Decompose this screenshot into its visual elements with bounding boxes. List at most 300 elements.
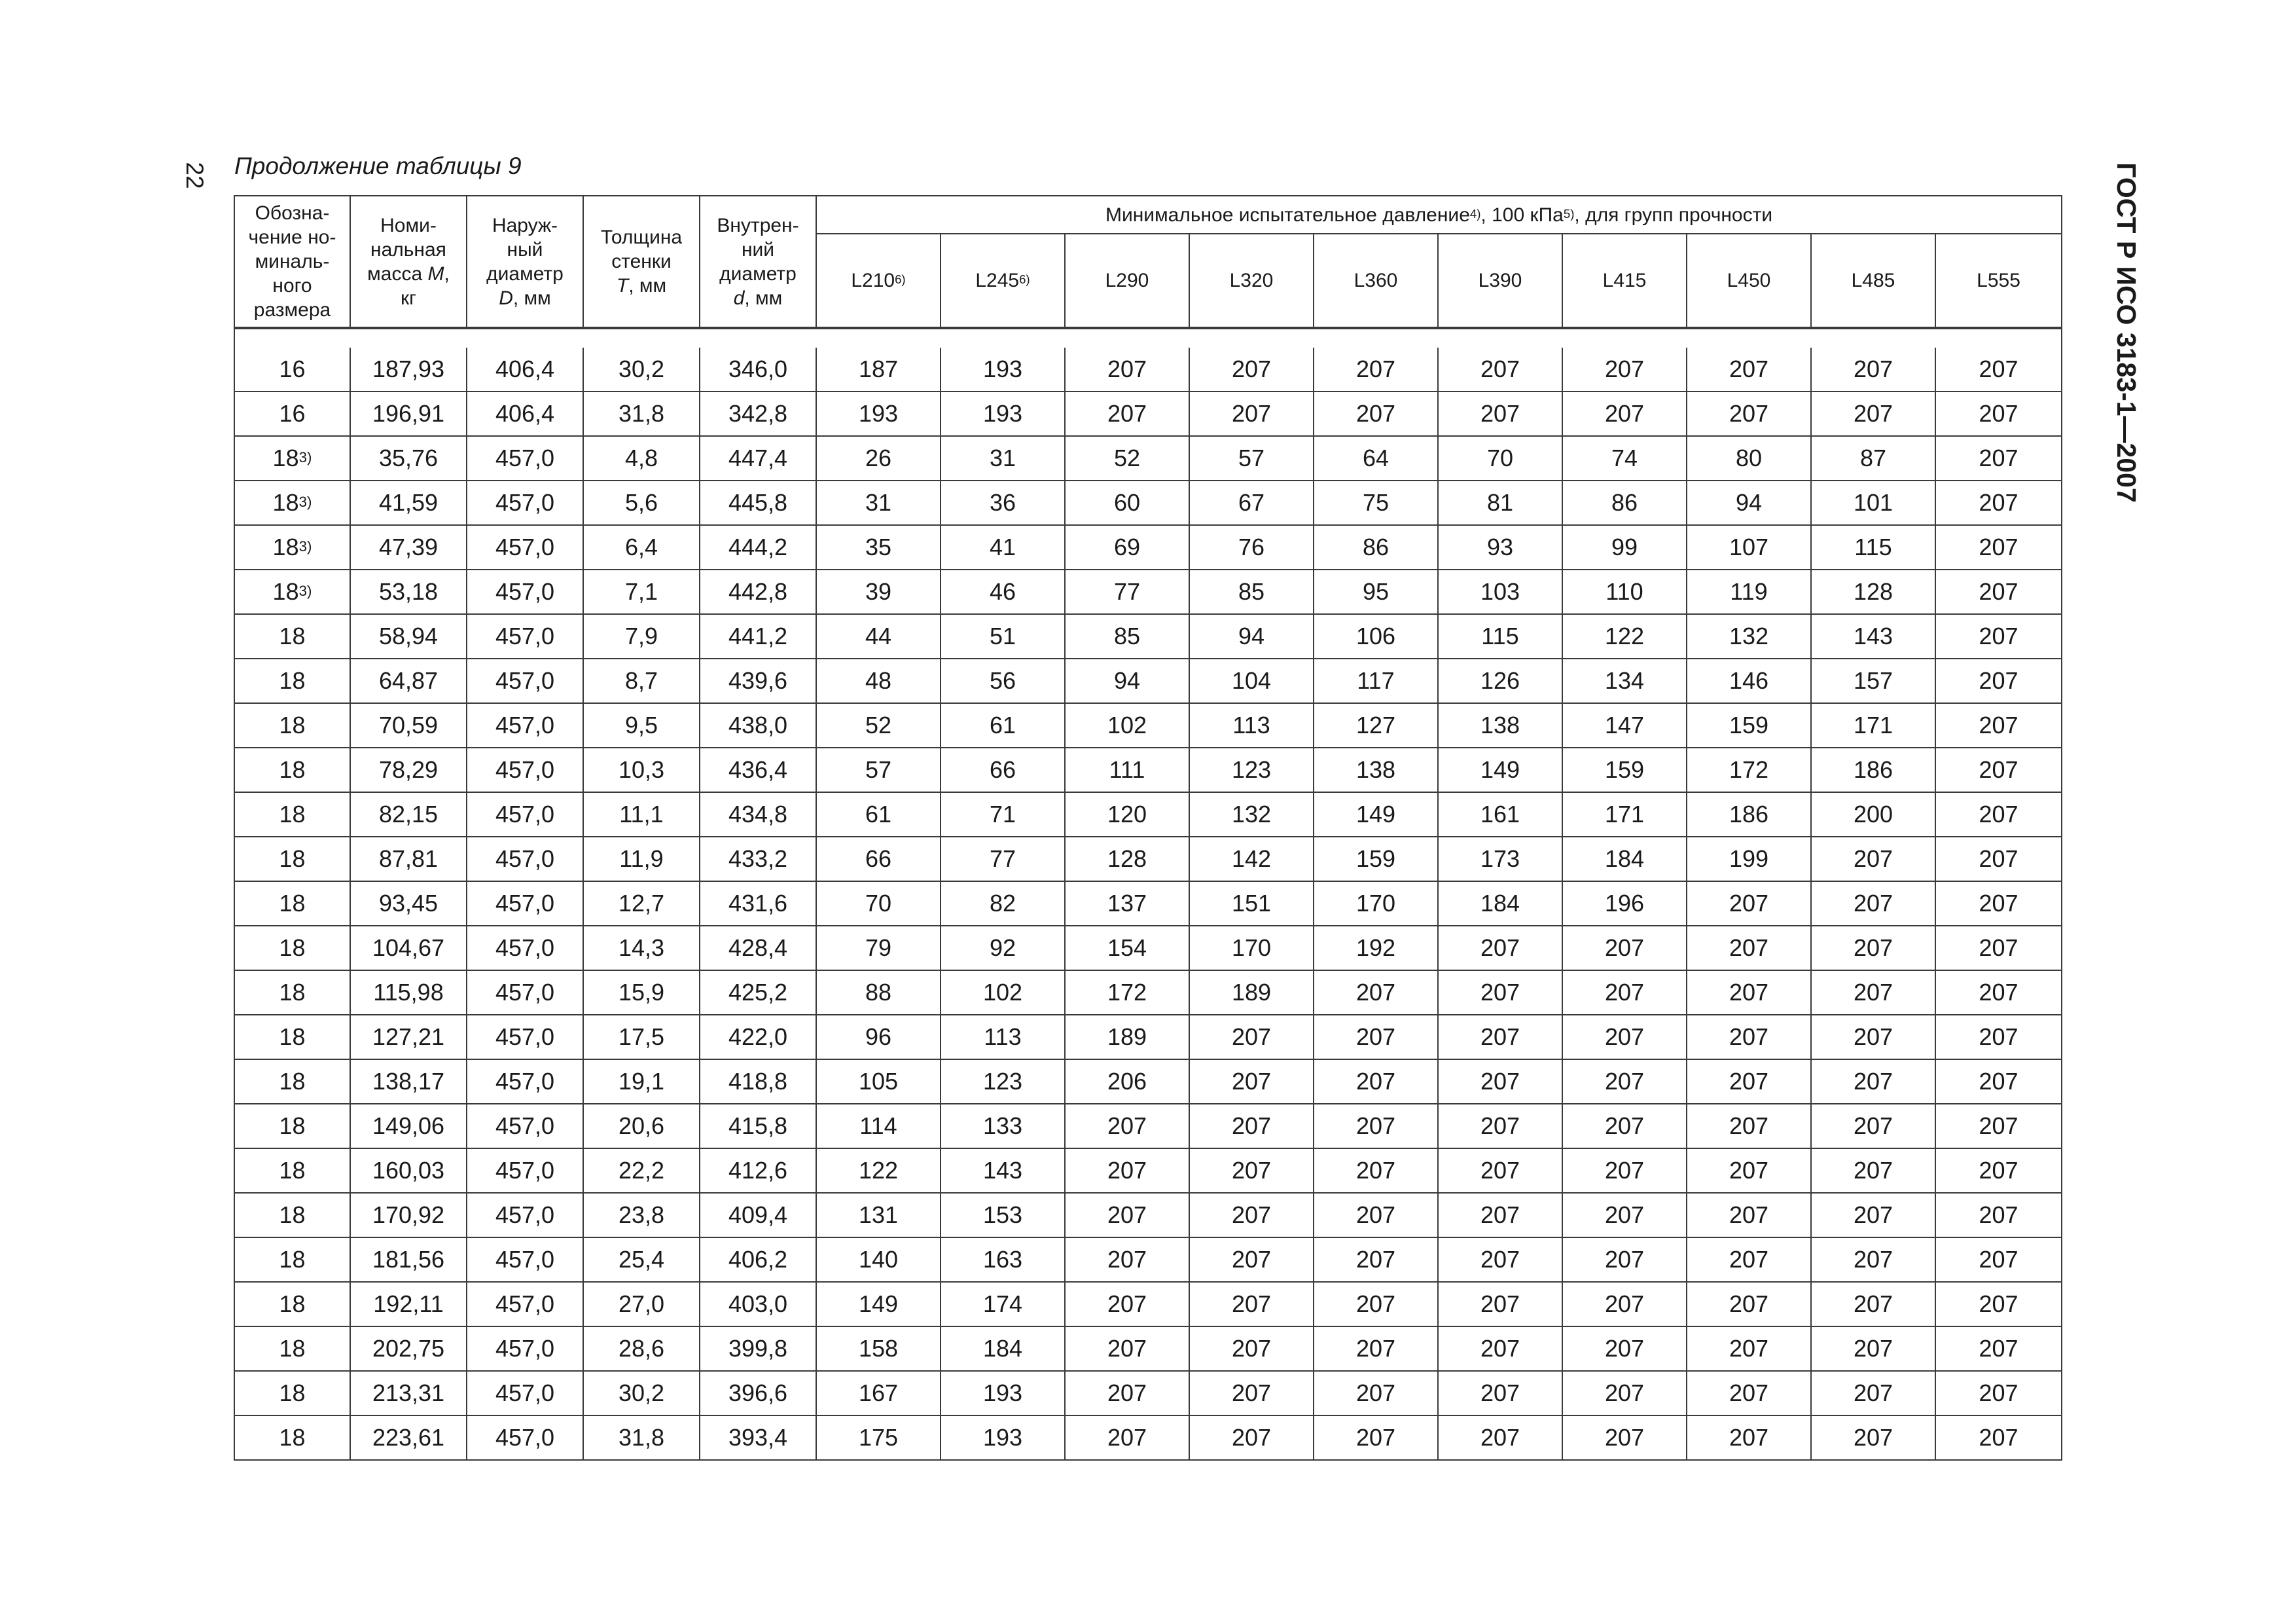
cell-pressure: 193 [941,392,1065,436]
cell-outer-diameter: 457,0 [467,1282,583,1326]
cell-mass: 127,21 [350,1015,467,1059]
cell-pressure: 207 [1935,659,2062,703]
cell-pressure: 207 [1935,837,2062,881]
cell-pressure: 207 [1562,348,1687,392]
cell-pressure: 207 [1314,1104,1438,1148]
cell-pressure: 207 [1811,1371,1935,1415]
cell-outer-diameter: 457,0 [467,748,583,792]
cell-pressure: 207 [1811,881,1935,926]
cell-pressure: 207 [1811,1015,1935,1059]
cell-mass: 35,76 [350,436,467,481]
cell-pressure: 106 [1314,614,1438,659]
cell-inner-diameter: 431,6 [700,881,816,926]
header-grade: L415 [1562,234,1687,328]
cell-wall-thickness: 30,2 [583,348,700,392]
cell-pressure: 207 [1562,1415,1687,1460]
cell-pressure: 207 [1189,1059,1314,1104]
cell-outer-diameter: 457,0 [467,970,583,1015]
cell-pressure: 207 [1065,1282,1189,1326]
cell-size-designation: 18 [234,1326,350,1371]
cell-pressure: 138 [1438,703,1562,748]
cell-pressure: 128 [1811,570,1935,614]
cell-pressure: 207 [1935,970,2062,1015]
cell-mass: 181,56 [350,1237,467,1282]
cell-pressure: 96 [816,1015,941,1059]
cell-inner-diameter: 425,2 [700,970,816,1015]
cell-inner-diameter: 409,4 [700,1193,816,1237]
cell-wall-thickness: 8,7 [583,659,700,703]
cell-pressure: 113 [941,1015,1065,1059]
cell-size-designation: 18 [234,1371,350,1415]
cell-pressure: 207 [1687,970,1811,1015]
table-row [234,1282,2062,1326]
header-grade: L390 [1438,234,1562,328]
cell-pressure: 207 [1562,1193,1687,1237]
cell-pressure: 132 [1189,792,1314,837]
cell-pressure: 207 [1189,1104,1314,1148]
cell-wall-thickness: 9,5 [583,703,700,748]
cell-mass: 192,11 [350,1282,467,1326]
cell-pressure: 207 [1189,1415,1314,1460]
cell-inner-diameter: 442,8 [700,570,816,614]
cell-pressure: 170 [1314,881,1438,926]
cell-pressure: 207 [1189,1193,1314,1237]
cell-pressure: 26 [816,436,941,481]
cell-pressure: 61 [816,792,941,837]
cell-size-designation: 18 [234,1193,350,1237]
cell-pressure: 193 [816,392,941,436]
cell-pressure: 151 [1189,881,1314,926]
table-caption: Продолжение таблицы 9 [234,153,522,179]
table-row [234,837,2062,881]
cell-outer-diameter: 457,0 [467,525,583,570]
cell-wall-thickness: 6,4 [583,525,700,570]
cell-pressure: 57 [816,748,941,792]
cell-inner-diameter: 418,8 [700,1059,816,1104]
cell-pressure: 172 [1687,748,1811,792]
cell-pressure: 52 [816,703,941,748]
cell-wall-thickness: 28,6 [583,1326,700,1371]
cell-pressure: 207 [1562,1148,1687,1193]
cell-outer-diameter: 457,0 [467,881,583,926]
cell-inner-diameter: 433,2 [700,837,816,881]
cell-pressure: 207 [1562,1282,1687,1326]
cell-size-designation: 16 [234,392,350,436]
cell-pressure: 114 [816,1104,941,1148]
page-number: 22 [181,162,208,189]
cell-pressure: 207 [1935,1371,2062,1415]
cell-pressure: 82 [941,881,1065,926]
cell-pressure: 41 [941,525,1065,570]
cell-pressure: 79 [816,926,941,970]
cell-pressure: 199 [1687,837,1811,881]
cell-pressure: 77 [941,837,1065,881]
cell-pressure: 207 [1314,1282,1438,1326]
cell-inner-diameter: 403,0 [700,1282,816,1326]
cell-pressure: 143 [1811,614,1935,659]
cell-pressure: 207 [1935,1193,2062,1237]
cell-pressure: 154 [1065,926,1189,970]
cell-pressure: 207 [1811,837,1935,881]
cell-pressure: 207 [1438,1015,1562,1059]
cell-inner-diameter: 415,8 [700,1104,816,1148]
cell-pressure: 193 [941,348,1065,392]
document-code-text: ГОСТ Р ИСО 3183-1—2007 [2111,162,2142,503]
cell-pressure: 186 [1811,748,1935,792]
cell-pressure: 104 [1189,659,1314,703]
cell-pressure: 207 [1935,1326,2062,1371]
table-row [234,926,2062,970]
cell-pressure: 115 [1438,614,1562,659]
cell-outer-diameter: 457,0 [467,1371,583,1415]
cell-size-designation: 18$^{3)}$ [234,436,350,481]
cell-outer-diameter: 457,0 [467,481,583,525]
cell-pressure: 207 [1687,392,1811,436]
cell-pressure: 66 [941,748,1065,792]
cell-pressure: 207 [1811,970,1935,1015]
cell-size-designation: 18 [234,1015,350,1059]
cell-wall-thickness: 20,6 [583,1104,700,1148]
header-grade: L485 [1811,234,1935,328]
cell-wall-thickness: 17,5 [583,1015,700,1059]
cell-pressure: 35 [816,525,941,570]
cell-pressure: 207 [1687,1104,1811,1148]
cell-mass: 202,75 [350,1326,467,1371]
cell-inner-diameter: 439,6 [700,659,816,703]
cell-mass: 64,87 [350,659,467,703]
cell-pressure: 171 [1811,703,1935,748]
cell-outer-diameter: 457,0 [467,837,583,881]
cell-pressure: 142 [1189,837,1314,881]
cell-pressure: 207 [1438,348,1562,392]
cell-pressure: 207 [1935,1148,2062,1193]
cell-outer-diameter: 457,0 [467,1326,583,1371]
cell-pressure: 207 [1189,348,1314,392]
cell-pressure: 207 [1438,1326,1562,1371]
cell-size-designation: 18 [234,659,350,703]
cell-pressure: 207 [1314,1415,1438,1460]
table-row [234,1104,2062,1148]
cell-mass: 149,06 [350,1104,467,1148]
cell-pressure: 149 [1314,792,1438,837]
cell-inner-diameter: 399,8 [700,1326,816,1371]
cell-pressure: 207 [1189,1282,1314,1326]
header-grade: L210$^{6)}$ [816,234,941,328]
cell-pressure: 127 [1314,703,1438,748]
cell-pressure: 207 [1065,1104,1189,1148]
cell-outer-diameter: 457,0 [467,1193,583,1237]
cell-mass: 187,93 [350,348,467,392]
cell-pressure: 85 [1189,570,1314,614]
cell-pressure: 207 [1314,348,1438,392]
table-row [234,1371,2062,1415]
cell-pressure: 48 [816,659,941,703]
cell-pressure: 92 [941,926,1065,970]
cell-pressure: 207 [1438,926,1562,970]
cell-pressure: 102 [941,970,1065,1015]
cell-size-designation: 18$^{3)}$ [234,525,350,570]
cell-inner-diameter: 346,0 [700,348,816,392]
cell-pressure: 207 [1935,748,2062,792]
cell-outer-diameter: 457,0 [467,703,583,748]
cell-wall-thickness: 12,7 [583,881,700,926]
cell-pressure: 52 [1065,436,1189,481]
cell-pressure: 122 [816,1148,941,1193]
cell-pressure: 85 [1065,614,1189,659]
cell-pressure: 207 [1935,1237,2062,1282]
cell-size-designation: 18 [234,1415,350,1460]
cell-pressure: 207 [1562,1326,1687,1371]
cell-pressure: 207 [1438,392,1562,436]
cell-inner-diameter: 342,8 [700,392,816,436]
cell-pressure: 207 [1562,1237,1687,1282]
cell-pressure: 113 [1189,703,1314,748]
cell-pressure: 117 [1314,659,1438,703]
cell-wall-thickness: 23,8 [583,1193,700,1237]
cell-pressure: 207 [1935,1015,2062,1059]
cell-pressure: 207 [1314,1371,1438,1415]
cell-pressure: 207 [1687,348,1811,392]
cell-pressure: 70 [1438,436,1562,481]
cell-pressure: 207 [1811,926,1935,970]
table-row [234,703,2062,748]
cell-pressure: 87 [1811,436,1935,481]
cell-pressure: 86 [1314,525,1438,570]
table-row [234,1237,2062,1282]
cell-pressure: 207 [1065,348,1189,392]
table-row [234,525,2062,570]
cell-inner-diameter: 447,4 [700,436,816,481]
header-grade: L245$^{6)}$ [941,234,1065,328]
cell-outer-diameter: 457,0 [467,1015,583,1059]
header-mass: Номи- нальная масса M, кг [350,196,467,328]
cell-pressure: 46 [941,570,1065,614]
cell-pressure: 66 [816,837,941,881]
cell-outer-diameter: 457,0 [467,1237,583,1282]
cell-pressure: 51 [941,614,1065,659]
cell-pressure: 207 [1935,1282,2062,1326]
cell-pressure: 207 [1811,1148,1935,1193]
cell-pressure: 207 [1935,881,2062,926]
cell-pressure: 88 [816,970,941,1015]
cell-pressure: 207 [1065,1371,1189,1415]
header-gap [234,328,2062,348]
cell-pressure: 158 [816,1326,941,1371]
cell-pressure: 77 [1065,570,1189,614]
cell-pressure: 207 [1065,1326,1189,1371]
table-row [234,614,2062,659]
cell-pressure: 95 [1314,570,1438,614]
cell-mass: 47,39 [350,525,467,570]
cell-mass: 82,15 [350,792,467,837]
cell-size-designation: 18 [234,703,350,748]
cell-pressure: 207 [1935,570,2062,614]
cell-pressure: 207 [1562,926,1687,970]
cell-pressure: 138 [1314,748,1438,792]
cell-pressure: 56 [941,659,1065,703]
cell-pressure: 36 [941,481,1065,525]
cell-pressure: 71 [941,792,1065,837]
cell-pressure: 207 [1438,1059,1562,1104]
cell-pressure: 107 [1687,525,1811,570]
cell-mass: 58,94 [350,614,467,659]
cell-mass: 78,29 [350,748,467,792]
cell-pressure: 171 [1562,792,1687,837]
table-row [234,748,2062,792]
cell-outer-diameter: 457,0 [467,570,583,614]
cell-wall-thickness: 19,1 [583,1059,700,1104]
cell-pressure: 207 [1438,1371,1562,1415]
cell-pressure: 207 [1935,1059,2062,1104]
cell-pressure: 74 [1562,436,1687,481]
cell-mass: 196,91 [350,392,467,436]
cell-mass: 41,59 [350,481,467,525]
cell-pressure: 207 [1687,1059,1811,1104]
cell-pressure: 120 [1065,792,1189,837]
cell-pressure: 207 [1687,926,1811,970]
cell-pressure: 149 [1438,748,1562,792]
cell-pressure: 207 [1687,1148,1811,1193]
cell-pressure: 207 [1811,1237,1935,1282]
cell-pressure: 103 [1438,570,1562,614]
cell-pressure: 193 [941,1371,1065,1415]
cell-wall-thickness: 22,2 [583,1148,700,1193]
cell-outer-diameter: 457,0 [467,1059,583,1104]
cell-pressure: 207 [1935,792,2062,837]
cell-pressure: 133 [941,1104,1065,1148]
cell-pressure: 159 [1314,837,1438,881]
table-row [234,570,2062,614]
cell-inner-diameter: 438,0 [700,703,816,748]
cell-pressure: 184 [1438,881,1562,926]
table-row [234,1148,2062,1193]
cell-pressure: 131 [816,1193,941,1237]
cell-pressure: 86 [1562,481,1687,525]
cell-pressure: 207 [1811,1193,1935,1237]
cell-pressure: 94 [1687,481,1811,525]
cell-pressure: 207 [1314,1326,1438,1371]
cell-pressure: 61 [941,703,1065,748]
cell-pressure: 159 [1562,748,1687,792]
cell-pressure: 94 [1065,659,1189,703]
cell-pressure: 207 [1065,1237,1189,1282]
cell-pressure: 192 [1314,926,1438,970]
cell-size-designation: 18 [234,881,350,926]
table-row [234,1059,2062,1104]
cell-pressure: 207 [1811,1415,1935,1460]
table-row [234,348,2062,392]
cell-mass: 70,59 [350,703,467,748]
cell-pressure: 200 [1811,792,1935,837]
cell-wall-thickness: 31,8 [583,1415,700,1460]
cell-pressure: 207 [1935,614,2062,659]
cell-pressure: 207 [1438,1104,1562,1148]
cell-pressure: 147 [1562,703,1687,748]
cell-pressure: 67 [1189,481,1314,525]
table-row [234,436,2062,481]
table-row [234,792,2062,837]
cell-size-designation: 16 [234,348,350,392]
cell-pressure: 31 [941,436,1065,481]
document-code [2108,156,2145,509]
cell-pressure: 39 [816,570,941,614]
cell-pressure: 207 [1935,703,2062,748]
cell-pressure: 207 [1811,1282,1935,1326]
cell-pressure: 44 [816,614,941,659]
cell-inner-diameter: 396,6 [700,1371,816,1415]
cell-pressure: 123 [1189,748,1314,792]
cell-pressure: 207 [1935,1415,2062,1460]
cell-pressure: 207 [1562,1104,1687,1148]
header-grade: L320 [1189,234,1314,328]
cell-pressure: 207 [1687,1237,1811,1282]
cell-inner-diameter: 441,2 [700,614,816,659]
cell-pressure: 207 [1314,1148,1438,1193]
cell-wall-thickness: 14,3 [583,926,700,970]
cell-pressure: 94 [1189,614,1314,659]
header-grade: L360 [1314,234,1438,328]
cell-wall-thickness: 7,9 [583,614,700,659]
cell-size-designation: 18 [234,970,350,1015]
cell-outer-diameter: 457,0 [467,1415,583,1460]
table-row [234,1193,2062,1237]
cell-outer-diameter: 457,0 [467,659,583,703]
cell-pressure: 207 [1935,525,2062,570]
cell-pressure: 207 [1189,1237,1314,1282]
cell-pressure: 31 [816,481,941,525]
cell-pressure: 207 [1314,1237,1438,1282]
header-grade: L290 [1065,234,1189,328]
cell-pressure: 207 [1811,1059,1935,1104]
table-row [234,659,2062,703]
cell-size-designation: 18$^{3)}$ [234,570,350,614]
header-designation: Обозна- чение но- миналь- ного размера [234,196,350,328]
cell-pressure: 207 [1065,1193,1189,1237]
cell-pressure: 157 [1811,659,1935,703]
cell-pressure: 207 [1935,481,2062,525]
cell-pressure: 161 [1438,792,1562,837]
cell-pressure: 207 [1687,1282,1811,1326]
cell-wall-thickness: 7,1 [583,570,700,614]
cell-outer-diameter: 457,0 [467,1148,583,1193]
cell-outer-diameter: 457,0 [467,1104,583,1148]
cell-outer-diameter: 457,0 [467,792,583,837]
cell-pressure: 70 [816,881,941,926]
cell-pressure: 75 [1314,481,1438,525]
cell-pressure: 110 [1562,570,1687,614]
cell-pressure: 207 [1189,392,1314,436]
cell-pressure: 207 [1314,1193,1438,1237]
cell-pressure: 170 [1189,926,1314,970]
cell-pressure: 196 [1562,881,1687,926]
cell-pressure: 207 [1065,392,1189,436]
cell-wall-thickness: 30,2 [583,1371,700,1415]
cell-pressure: 69 [1065,525,1189,570]
table-row [234,881,2062,926]
cell-pressure: 93 [1438,525,1562,570]
cell-pressure: 207 [1189,1371,1314,1415]
cell-size-designation: 18 [234,1104,350,1148]
cell-pressure: 207 [1314,392,1438,436]
cell-outer-diameter: 406,4 [467,348,583,392]
cell-inner-diameter: 434,8 [700,792,816,837]
cell-pressure: 207 [1687,1371,1811,1415]
cell-inner-diameter: 406,2 [700,1237,816,1282]
cell-mass: 53,18 [350,570,467,614]
cell-inner-diameter: 445,8 [700,481,816,525]
cell-inner-diameter: 412,6 [700,1148,816,1193]
cell-pressure: 207 [1562,392,1687,436]
